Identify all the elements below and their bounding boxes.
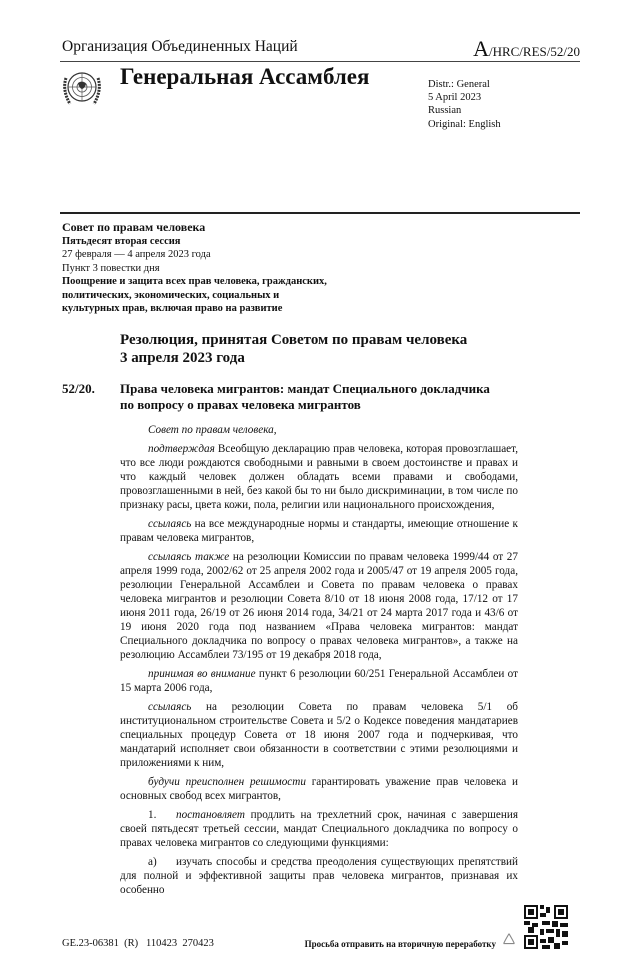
- resolution-heading: [62, 381, 640, 413]
- un-emblem-icon: [60, 66, 104, 110]
- body-title: Генеральная Ассамблея: [120, 64, 370, 89]
- session-dates: 27 февраля — 4 апреля 2023 года: [62, 249, 211, 260]
- title-line: Резолюция, принятая Советом по правам человека: [120, 331, 468, 348]
- council-name: Совет по правам человека: [62, 220, 206, 234]
- paragraph-lead: постановляет: [176, 808, 245, 821]
- agenda-title-line: культурных прав, включая право на развитие: [62, 303, 283, 314]
- resolution-number: 52/20.: [62, 380, 95, 396]
- paragraph-text: Всеобщую декларацию прав человека, которая провозглашает, что все люди рождаются свободными и равными в своем достоинстве и правах и что каждый человек должен обладать всеми правами и свободами, провозглашенными в ней, без какой бы то ни было дискриминации, в том числе по признаку расы, цвета кожи, пола, религии или национального происхождения,: [120, 442, 518, 511]
- paragraph: [120, 517, 518, 545]
- page-footer: [62, 905, 568, 949]
- distribution-info: [428, 78, 501, 131]
- resolution-subtitle: [120, 381, 490, 413]
- symbol-prefix: A: [473, 36, 489, 61]
- agenda-title-line: политических, экономических, социальных и: [62, 289, 280, 301]
- paragraph-lead: Совет по правам человека,: [148, 423, 277, 436]
- paragraph-text: изучать способы и средства преодоления существующих препятствий для полной и эффективной защиты прав человека мигрантов, признавая их особенно: [120, 855, 518, 896]
- document-symbol: [473, 36, 580, 62]
- paragraph: [120, 442, 518, 512]
- paragraph-text: гарантировать уважение прав человека и основных свобод всех мигрантов,: [120, 775, 518, 802]
- paragraph-text: продлить на трехлетний срок, начиная с завершения своей пятьдесят третьей сессии, мандат Специального докладчика по вопросу о правах человека мигрантов со следующими функциями:: [120, 808, 518, 849]
- paragraph-text: пункт 6 резолюции 60/251 Генеральной Ассамблеи от 15 марта 2006 года,: [120, 667, 518, 694]
- paragraph: [120, 855, 518, 897]
- paragraph-number: 1.: [148, 808, 157, 821]
- paragraph-lead: ссылаясь: [148, 700, 192, 713]
- paragraph-lead: будучи преисполнен решимости: [148, 775, 306, 788]
- paragraph: [120, 700, 518, 770]
- original-language-line: Original: English: [428, 118, 501, 130]
- paragraph-text: на резолюции Совета по правам человека 5/1 об институциональном строительстве Совета и 5/2 о Кодексе поведения мандатариев специальных процедур Совета от 18 июня 2007 года и подчеркивая, что мандатарий исполняет свои обязанности в соответствии с этими резолюциями и приложениями к ним,: [120, 700, 518, 769]
- paragraph-number: a): [148, 855, 157, 868]
- paragraph: [120, 423, 518, 437]
- agenda-item: Пункт 3 повестки дня: [62, 262, 160, 274]
- language-line: Russian: [428, 105, 462, 117]
- qr-code-icon: [524, 905, 568, 949]
- paragraph: [120, 808, 518, 850]
- paragraph-lead: ссылаясь: [148, 517, 192, 530]
- section-rule: [60, 212, 580, 214]
- paragraph: [120, 775, 518, 803]
- paragraph: [120, 667, 518, 695]
- session: Пятьдесят вторая сессия: [62, 235, 181, 247]
- paragraph-text: на резолюции Комиссии по правам человека 1999/44 от 27 апреля 1999 года, 2002/62 от 25 апреля 2002 года и 2005/47 от 19 апреля 2005 года, резолюции Генеральной Ассамблеи и Совета по правам человека о правах человека мигрантов и резолюции Совета 8/10 от 18 июня 2008 года, 17/12 от 17 июня 2011 года, 26/19 от 26 июня 2014 года, 34/21 от 24 марта 2017 года и 43/6 от 19 июня 2020 года под названием «Права человека мигрантов: мандат Специального докладчика по вопросу о правах человека мигрантов», а также на резолюцию Ассамблеи 73/195 от 19 декабря 2018 года,: [120, 550, 518, 661]
- paragraph-text: на все международные нормы и стандарты, имеющие отношение к правам человека мигрантов,: [120, 517, 518, 544]
- distribution-line: Distr.: General: [428, 79, 490, 90]
- paragraph-lead: ссылаясь также: [148, 550, 230, 563]
- date-line: 5 April 2023: [428, 92, 482, 104]
- organization-name: Организация Объединенных Наций: [62, 38, 298, 55]
- subtitle-line: по вопросу о правах человека мигрантов: [120, 396, 361, 412]
- header-rule: [60, 61, 580, 62]
- resolution-text: [120, 423, 518, 897]
- paragraph-lead: принимая во внимание: [148, 667, 256, 680]
- resolution-title: [120, 331, 640, 367]
- symbol-code: /HRC/RES/52/20: [488, 44, 580, 59]
- paragraph-lead: подтверждая: [148, 442, 215, 455]
- recycle-icon: [500, 931, 518, 949]
- title-line: 3 апреля 2023 года: [120, 349, 245, 366]
- job-number: GE.23-06381 (R) 110423 270423: [62, 937, 214, 949]
- subtitle-line: Права человека мигрантов: мандат Специального докладчика: [120, 380, 490, 396]
- recycle-note: Просьба отправить на вторичную переработку: [304, 938, 496, 949]
- document-body: [0, 221, 640, 965]
- council-block: [62, 221, 640, 316]
- paragraph: [120, 550, 518, 662]
- agenda-title-line: Поощрение и защита всех прав человека, гражданских,: [62, 276, 327, 287]
